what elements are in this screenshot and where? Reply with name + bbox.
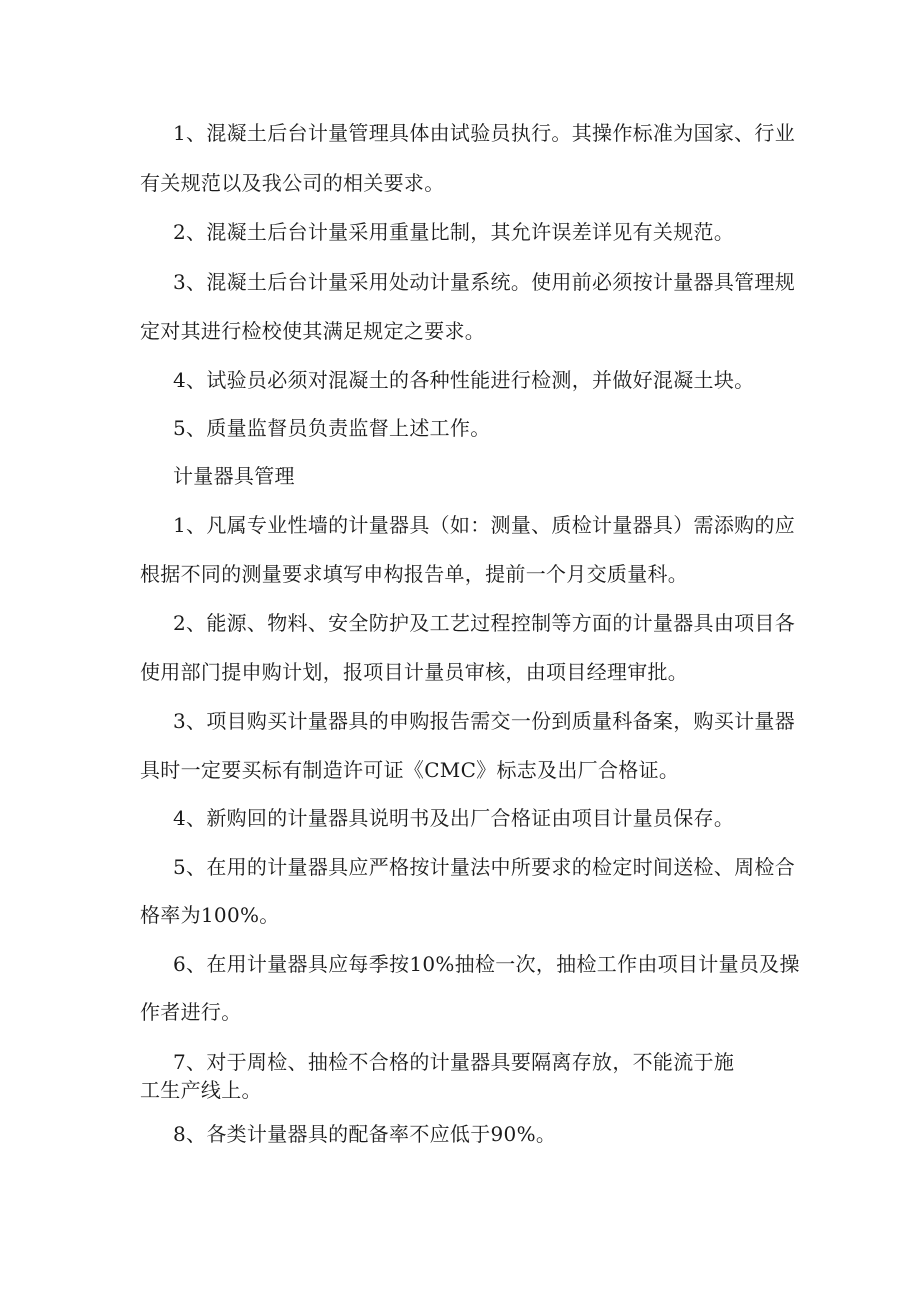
section-paragraph-6-line-2: 作者进行。 bbox=[140, 1000, 242, 1024]
section-paragraph-3-line-2: 具时一定要买标有制造许可证《CMC》标志及出厂合格证。 bbox=[140, 758, 680, 782]
section-paragraph-1-line-1: 1、凡属专业性墙的计量器具（如：测量、质检计量器具）需添购的应 bbox=[173, 513, 796, 537]
intro-paragraph-1-line-2: 有关规范以及我公司的相关要求。 bbox=[140, 171, 445, 195]
section-paragraph-7-line-2: 工生产线上。 bbox=[140, 1078, 262, 1102]
section-paragraph-5-line-1: 5、在用的计量器具应严格按计量法中所要求的检定时间送检、周检合 bbox=[173, 855, 796, 879]
intro-paragraph-2: 2、混凝土后台计量采用重量比制，其允许误差详见有关规范。 bbox=[173, 220, 735, 244]
section-paragraph-8: 8、各类计量器具的配备率不应低于90%。 bbox=[173, 1122, 557, 1146]
section-paragraph-1-line-2: 根据不同的测量要求填写申构报告单，提前一个月交质量科。 bbox=[140, 562, 689, 586]
section-paragraph-2-line-1: 2、能源、物料、安全防护及工艺过程控制等方面的计量器具由项目各 bbox=[173, 611, 796, 635]
section-paragraph-4: 4、新购回的计量器具说明书及出厂合格证由项目计量员保存。 bbox=[173, 806, 735, 830]
section-heading: 计量器具管理 bbox=[173, 464, 295, 488]
intro-paragraph-5: 5、质量监督员负责监督上述工作。 bbox=[173, 416, 491, 440]
section-paragraph-3-line-1: 3、项目购买计量器具的申购报告需交一份到质量科备案，购买计量器 bbox=[173, 709, 796, 733]
intro-paragraph-4: 4、试验员必须对混凝土的各种性能进行检测，并做好混凝土块。 bbox=[173, 368, 755, 392]
intro-paragraph-3-line-2: 定对其进行检校使其满足规定之要求。 bbox=[140, 319, 486, 343]
section-paragraph-5-line-2: 格率为100%。 bbox=[140, 903, 280, 927]
intro-paragraph-3-line-1: 3、混凝土后台计量采用处动计量系统。使用前必须按计量器具管理规 bbox=[173, 270, 796, 294]
section-paragraph-7-line-1: 7、对于周检、抽检不合格的计量器具要隔离存放，不能流于施 bbox=[173, 1050, 735, 1074]
section-paragraph-2-line-2: 使用部门提申购计划，报项目计量员审核，由项目经理审批。 bbox=[140, 660, 689, 684]
section-paragraph-6-line-1: 6、在用计量器具应每季按10%抽检一次，抽检工作由项目计量员及操 bbox=[173, 952, 800, 976]
intro-paragraph-1-line-1: 1、混凝土后台计量管理具体由试验员执行。其操作标准为国家、行业 bbox=[173, 121, 796, 145]
